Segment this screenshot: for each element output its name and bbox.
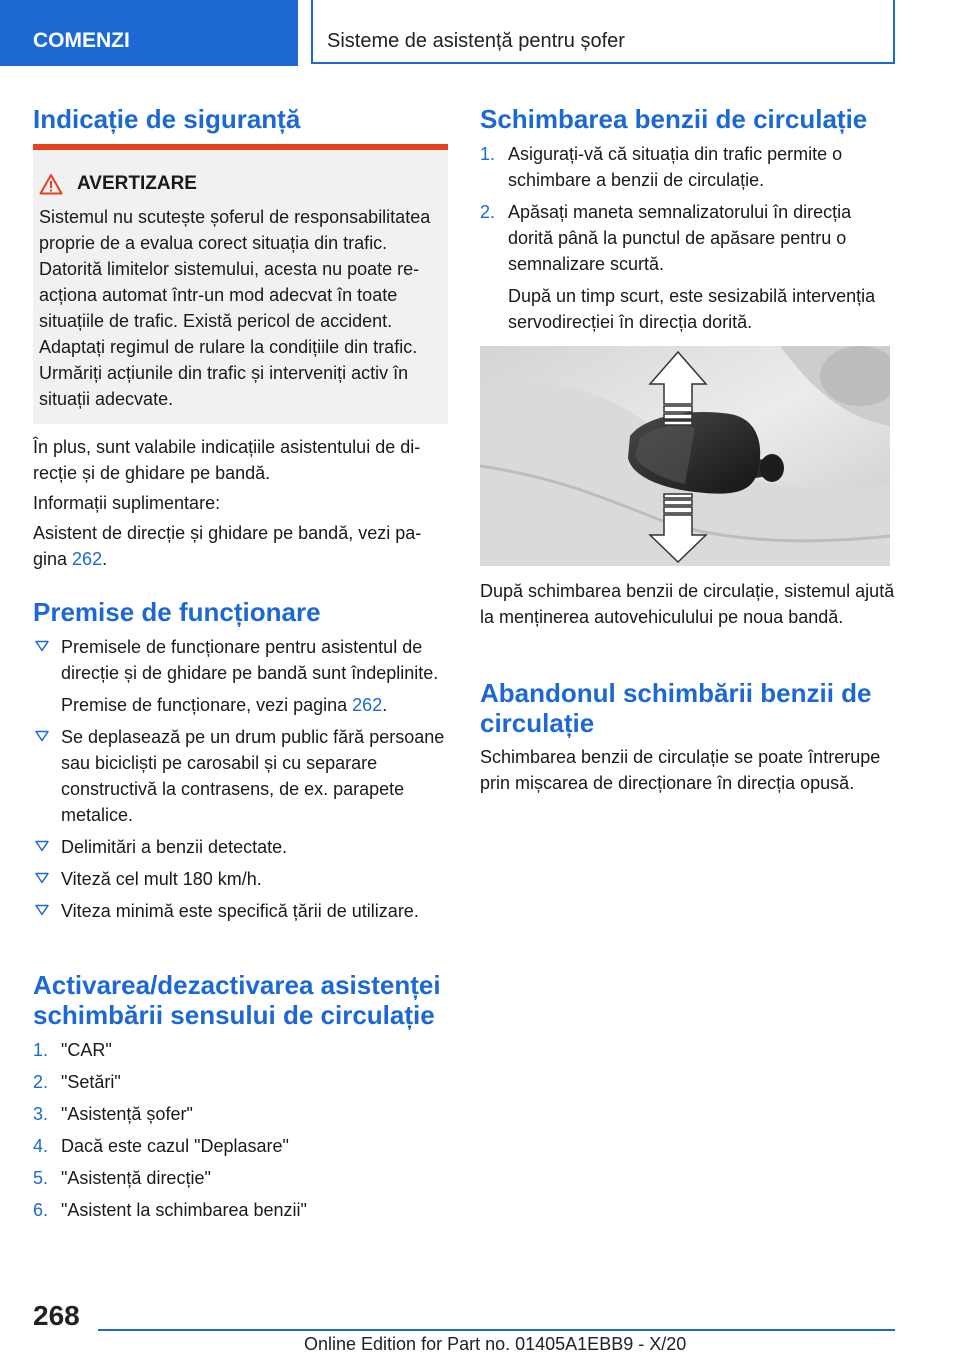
list-item xyxy=(33,1133,448,1165)
footer-divider xyxy=(98,1329,895,1331)
menu-step-text: "Asistență direcție" xyxy=(61,1168,211,1188)
list-item xyxy=(33,866,448,892)
warning-title-row xyxy=(39,170,442,198)
premise-item-text: Viteza minimă este specifică țării de utilizare. xyxy=(61,901,419,921)
reference-text: Asistent de direcție și ghidare pe bandă, vezi pagina xyxy=(33,523,422,569)
bullet-triangle-icon xyxy=(35,640,49,652)
section-tab[interactable]: COMENZI xyxy=(0,0,298,66)
after-figure-text: După schimbarea benzii de circulație, sistemul ajută la menținerea autovehiculului pe noua bandă. xyxy=(480,581,895,627)
step-number: 2. xyxy=(480,202,496,222)
lane-change-heading: Schimbarea benzii de circulație xyxy=(480,104,868,134)
list-item xyxy=(33,1069,448,1101)
step-extra-text: După un timp scurt, este sesizabilă intervenția servodirecției în direcția dorită. xyxy=(508,286,876,332)
menu-step-text: Dacă este cazul "Deplasare" xyxy=(61,1136,289,1156)
step-number: 1. xyxy=(33,1040,49,1060)
list-item xyxy=(33,1101,448,1133)
page-footer xyxy=(0,1290,960,1362)
lane-change-steps xyxy=(480,141,898,341)
premise-item-text: Premisele de funcționare pentru asistentul de direcție și de ghidare pe bandă sunt îndeplinite. xyxy=(61,637,439,683)
paragraph-reference xyxy=(33,520,448,572)
list-item xyxy=(33,898,448,924)
step-number: 1. xyxy=(480,144,496,164)
list-item xyxy=(33,634,448,718)
menu-step-text: "Asistent la schimbarea benzii" xyxy=(61,1200,307,1220)
page-number: 268 xyxy=(33,1300,80,1331)
step-number: 4. xyxy=(33,1136,49,1156)
step-number: 5. xyxy=(33,1168,49,1188)
premise-item-text: Viteză cel mult 180 km/h. xyxy=(61,869,262,889)
list-item xyxy=(33,1197,448,1229)
step-number: 2. xyxy=(33,1072,49,1092)
list-item xyxy=(33,1165,448,1197)
list-item xyxy=(33,1037,448,1069)
list-item xyxy=(480,141,898,193)
safety-heading: Indicație de siguranță xyxy=(33,104,301,134)
bullet-triangle-icon xyxy=(35,872,49,884)
chapter-title[interactable]: Sisteme de asistență pentru șofer xyxy=(311,0,895,64)
page-link-262[interactable]: 262 xyxy=(72,549,103,569)
premise-heading: Premise de funcționare xyxy=(33,597,321,627)
bullet-triangle-icon xyxy=(35,730,49,742)
abort-heading: Abandonul schimbării benzii de circulație xyxy=(480,678,872,738)
premise-extra-end: . xyxy=(382,695,388,715)
premise-extra xyxy=(61,692,448,718)
premise-list xyxy=(33,634,448,930)
bullet-triangle-icon xyxy=(35,840,49,852)
warning-title: AVERTIZARE xyxy=(77,173,197,194)
premise-extra-text: Premise de funcționare, vezi pagina xyxy=(61,695,353,715)
paragraph-also-valid: În plus, sunt valabile indicațiile asistentului de direcție și de ghidare pe bandă. xyxy=(33,437,421,483)
list-item xyxy=(33,834,448,860)
activation-heading: Activarea/dezactivarea asistenței schimbării sensului de circulație xyxy=(33,970,441,1030)
premise-item-text: Se deplasează pe un drum public fără persoane sau bicicliști pe carosabil și cu separare constructivă la contrasens, de ex. parapete metalice. xyxy=(61,727,445,825)
paragraph-more-info: Informații suplimentare: xyxy=(33,493,221,513)
page-link-262[interactable]: 262 xyxy=(352,695,383,715)
bullet-triangle-icon xyxy=(35,904,49,916)
list-item xyxy=(33,724,448,828)
turn-signal-lever-illustration xyxy=(480,346,890,566)
step-text: Asigurați-vă că situația din trafic permite o schimbare a benzii de circulație. xyxy=(508,144,843,190)
step-number: 6. xyxy=(33,1200,49,1220)
menu-path-list xyxy=(33,1037,448,1229)
list-item xyxy=(480,199,898,335)
menu-step-text: "Setări" xyxy=(61,1072,121,1092)
menu-step-text: "CAR" xyxy=(61,1040,112,1060)
step-number: 3. xyxy=(33,1104,49,1124)
step-text: Apăsați maneta semnalizatorului în direcția dorită până la punctul de apăsare pentru o semnalizare scurtă. xyxy=(508,202,852,274)
abort-text: Schimbarea benzii de circulație se poate întrerupe prin mișcarea de direcționare în direcția opusă. xyxy=(480,747,881,793)
warning-triangle-icon xyxy=(39,173,63,195)
premise-item-text: Delimitări a benzii detectate. xyxy=(61,837,288,857)
menu-step-text: "Asistență șofer" xyxy=(61,1104,193,1124)
page-header xyxy=(0,0,960,66)
reference-end: . xyxy=(102,549,108,569)
warning-box xyxy=(33,144,448,424)
turn-signal-lever-figure xyxy=(480,346,890,566)
edition-text: Online Edition for Part no. 01405A1EBB9 - X/20 xyxy=(304,1334,687,1354)
warning-text: Sistemul nu scutește șoferul de responsabilitatea proprie de a evalua corect situația din trafic. Datorită limitelor sistemului, acesta nu poate reacționa automat într-un mod adecvat în toate situațiile de trafic. Există pericol de accident. Adaptați regimul de rulare la condițiile din trafic. Urmăriți acțiunile din trafic și interveniți activ în situații adecvate. xyxy=(39,207,431,409)
